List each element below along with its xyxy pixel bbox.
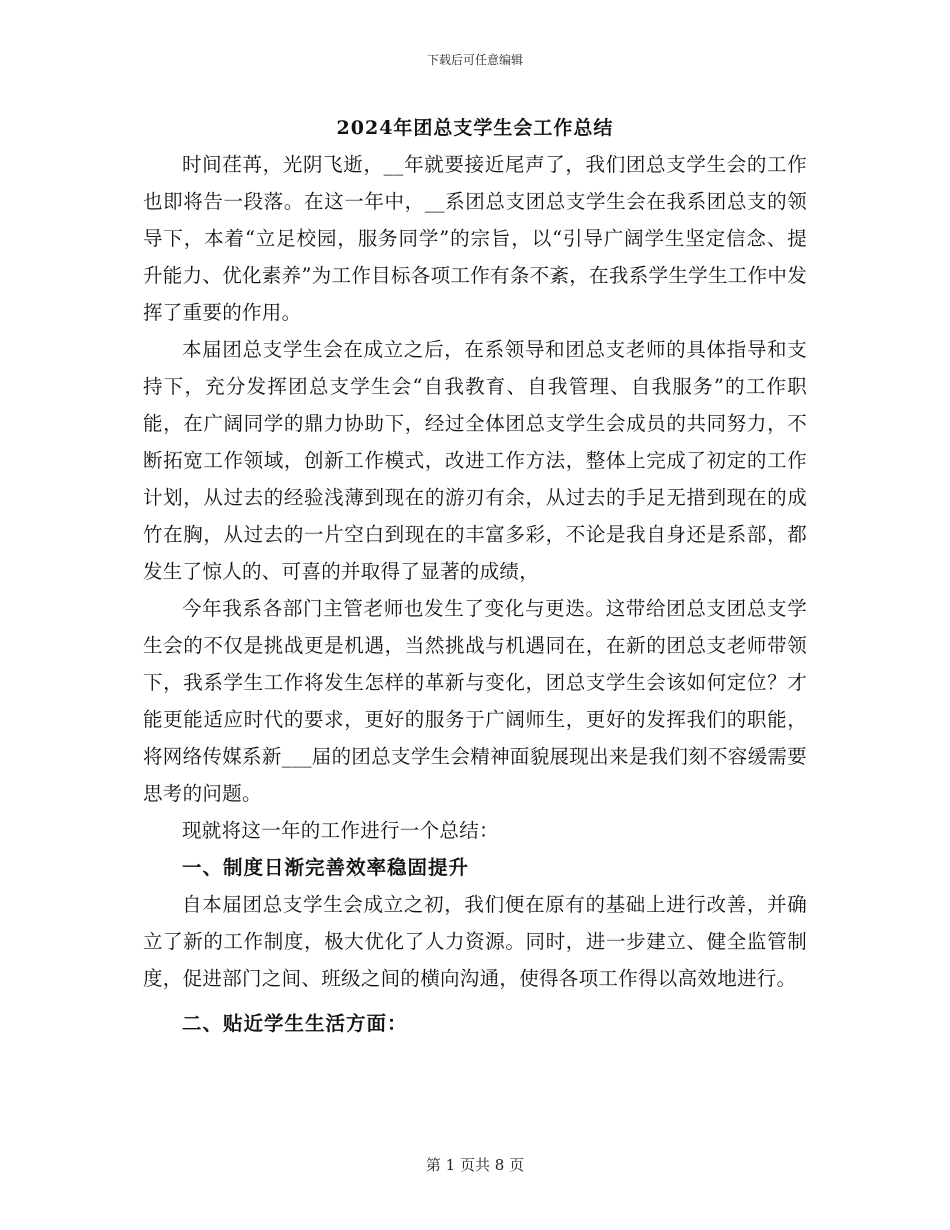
paragraph-achievements: 本届团总支学生会在成立之后，在系领导和团总支老师的具体指导和支持下，充分发挥团总支学生会“自我教育、自我管理、自我服务”的工作职能，在广阔同学的鼎力协助下，经过全体团总支学生会成员的共同努力，不断拓宽工作领域，创新工作模式，改进工作方法，整体上完成了初定的工作计划，从过去的经验浅薄到现在的游刃有余，从过去的手足无措到现在的成竹在胸，从过去的一片空白到现在的丰富多彩，不论是我自身还是系部，都发生了惊人的、可喜的并取得了显著的成绩， (143, 338, 807, 583)
page-footer: 第 1 页共 8 页 (425, 1156, 525, 1174)
paragraph-intro: 时间荏苒，光阴飞逝，__年就要接近尾声了，我们团总支学生会的工作也即将告一段落。在这一年中，__系团总支团总支学生会在我系团总支的领导下，本着“立足校园，服务同学”的宗旨，以“引导广阔学生坚定信念、提升能力、优化素养”为工作目标各项工作有条不紊，在我系学生学生工作中发挥了重要的作用。 (143, 153, 807, 324)
section-heading-1: 一、制度日渐完善效率稳固提升 (182, 856, 470, 879)
paragraph-summary-lead: 现就将这一年的工作进行一个总结： (182, 819, 499, 842)
paragraph-changes: 今年我系各部门主管老师也发生了变化与更迭。这带给团总支团总支学生会的不仅是挑战更是机遇，当然挑战与机遇同在，在新的团总支老师带领下，我系学生工作将发生怎样的革新与变化，团总支学生会该如何定位？才能更能适应时代的要求，更好的服务于广阔师生，更好的发挥我们的职能，将网络传媒系新___届的团总支学生会精神面貌展现出来是我们刻不容缓需要思考的问题。 (143, 597, 807, 805)
section-1-paragraph: 自本届团总支学生会成立之初，我们便在原有的基础上进行改善，并确立了新的工作制度，极大优化了人力资源。同时，进一步建立、健全监管制度，促进部门之间、班级之间的横向沟通，使得各项工作得以高效地进行。 (143, 893, 807, 990)
document-body (143, 146, 807, 1042)
section-heading-2: 二、贴近学生生活方面： (182, 1012, 408, 1035)
page-header: 下载后可任意编辑 (426, 53, 523, 67)
document-title: 2024年团总支学生会工作总结 (336, 117, 614, 139)
